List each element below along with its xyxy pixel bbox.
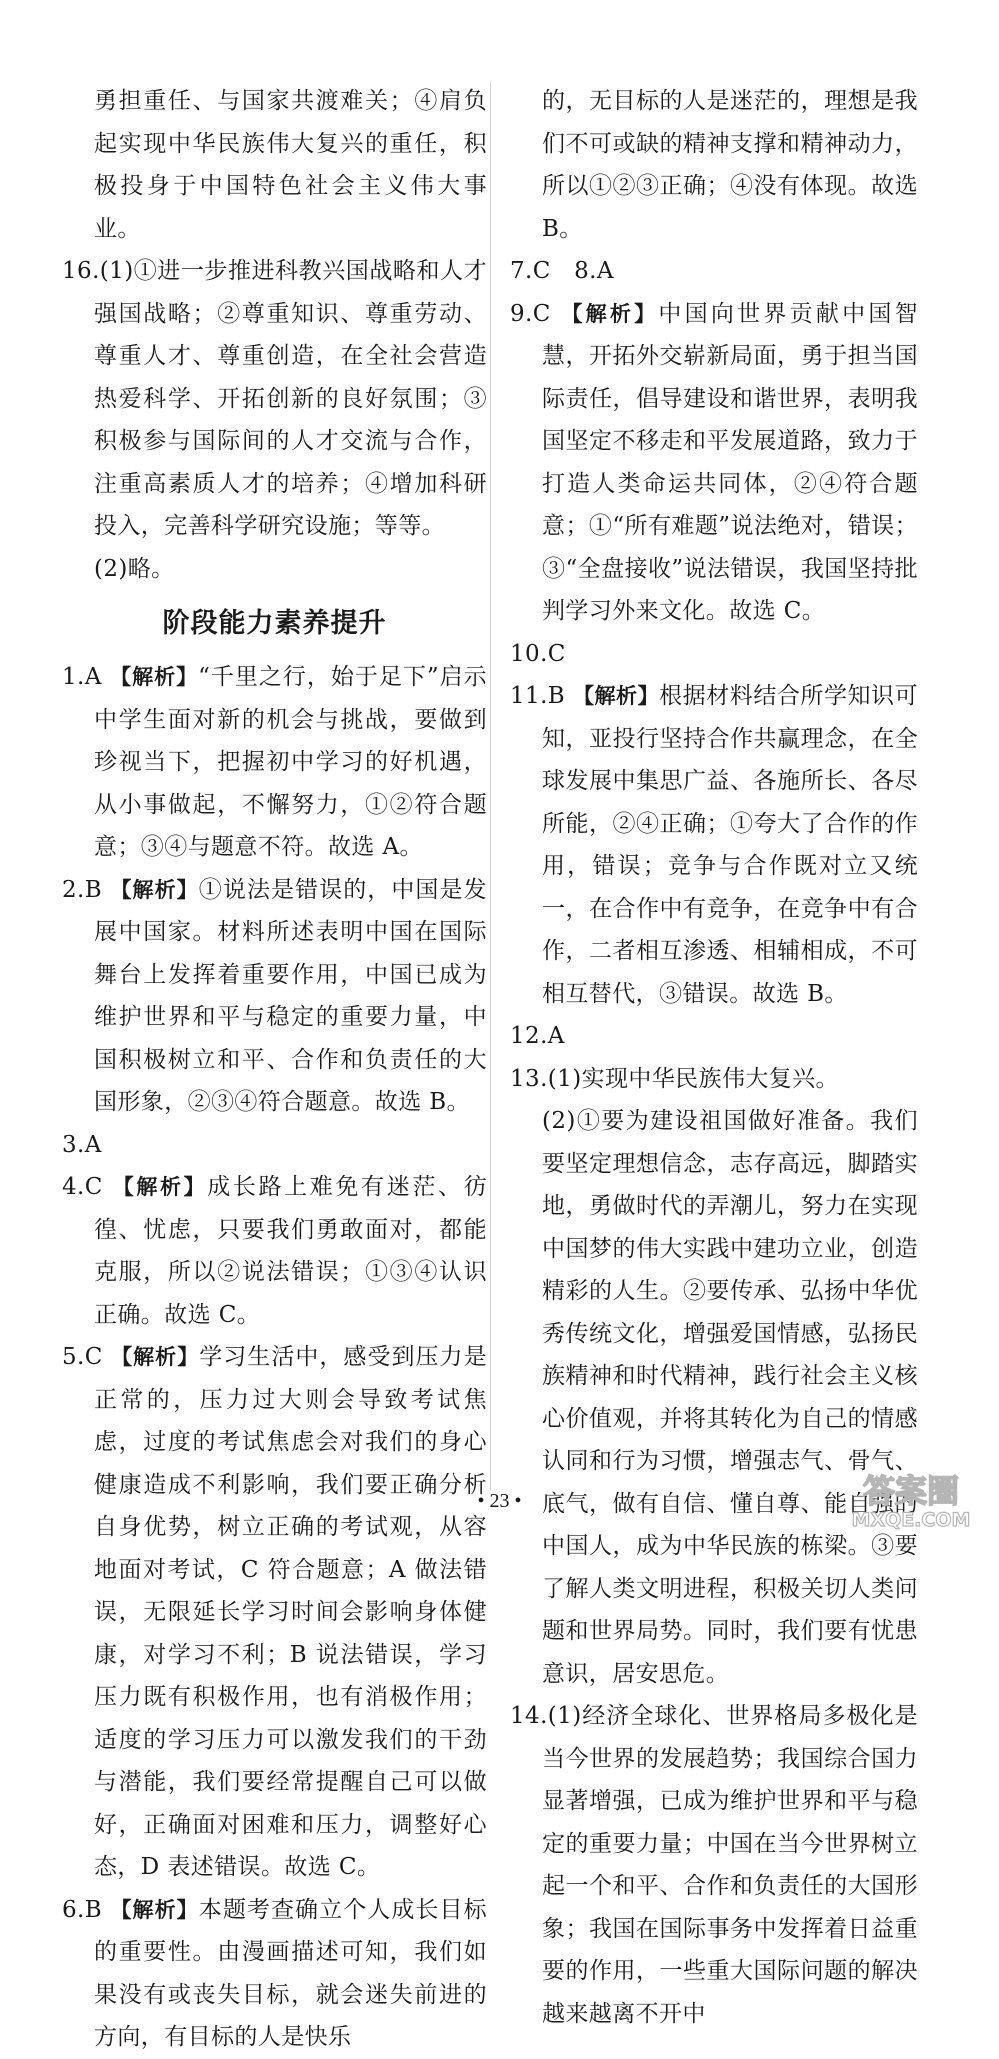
watermark-logo	[831, 1466, 991, 1532]
question-5	[62, 1336, 487, 1889]
analysis-tag: 【解析】	[110, 1897, 199, 1922]
questions-7-8: 7.C 8.A	[510, 258, 614, 284]
question-6-analysis: 本题考查确立个人成长目标的重要性。由漫画描述可知，我们如果没有或丧失目标，就会迷失前进的方向，有目标的人是快乐	[94, 1896, 487, 2050]
question-13	[510, 1058, 918, 1101]
analysis-tag: 【解析】	[111, 1345, 200, 1369]
question-9	[510, 293, 918, 633]
question-5-answer: 5.C	[62, 1344, 103, 1370]
watermark-domain-text: MXQE.COM	[851, 1509, 971, 1531]
question-10: 10.C	[510, 640, 566, 667]
question-16-part-2: (2)略。	[94, 555, 175, 582]
question-1-analysis: “千里之行，始于足下”启示中学生面对新的机会与挑战，要做到珍视当下，把握初中学习的好机遇，从小事做起，不懈努力，①②符合题意；③④与题意不符。故选 A。	[94, 664, 487, 860]
question-16-number: 16.	[62, 258, 100, 284]
question-6	[62, 1889, 487, 2059]
watermark-logo-text: 答案圈	[862, 1472, 960, 1510]
question-14-part-1: (1)经济全球化、世界格局多极化是当今世界的发展趋势；我国综合国力显著增强，已成为维护世界和平与稳定的重要力量；中国在当今世界树立起一个和平、合作和负责任的大国形象；我国在国际事务中发挥着日益重要的作用，一些重大国际问题的解决越来越离不开中	[542, 1703, 918, 2027]
question-13-part-2: (2)①要为建设祖国做好准备。我们要坚定理想信念，志存高远，脚踏实地，勇做时代的弄潮儿，努力在实现中国梦的伟大实践中建功立业，创造精彩的人生。②要传承、弘扬中华优秀传统文化，增强爱国情感，弘扬民族精神和时代精神，践行社会主义核心价值观，并将其转化为自己的情感认同和行为习惯，增强志气、骨气、底气，做有自信、懂自尊、能自强的中国人，成为中华民族的栋梁。③要了解人类文明进程，积极关切人类问题和世界局势。同时，我们要有忧患意识，居安思危。	[542, 1108, 918, 1687]
q15-continuation: 勇担重任、与国家共渡难关；④肩负起实现中华民族伟大复兴的重任，积极投身于中国特色社会主义伟大事业。	[94, 88, 487, 242]
question-14	[510, 1695, 918, 2035]
question-4-analysis: 成长路上难免有迷茫、彷徨、忧虑，只要我们勇敢面对，都能克服，所以②说法错误；①③④认识正确。故选 C。	[94, 1174, 487, 1328]
question-3: 3.A	[62, 1131, 102, 1158]
question-2	[62, 869, 487, 1124]
question-14-number: 14.	[510, 1703, 548, 1729]
left-column	[62, 80, 487, 2059]
question-13-number: 13.	[510, 1065, 548, 1092]
question-1	[62, 656, 487, 869]
right-column	[510, 80, 918, 2035]
question-5-analysis: 学习生活中，感受到压力是正常的，压力过大则会导致考试焦虑，过度的考试焦虑会对我们的身心健康造成不利影响，我们要正确分析自身优势，树立正确的考试观，从容地面对考试，C 符合题意；A 做法错误，无限延长学习时间会影响身体健康，对学习不利；B 说法错误，学习压力既有积极作用，也有消极作用；适度的学习压力可以激发我们的干劲与潜能，我们要经常提醒自己可以做好，正确面对困难和压力，调整好心态，D 表述错误。故选 C。	[94, 1344, 487, 1880]
section-title: 阶段能力素养提升	[162, 608, 387, 639]
question-9-analysis: 中国向世界贡献中国智慧，开拓外交崭新局面，勇于担当国际责任，倡导建设和谐世界，表明我国坚定不移走和平发展道路，致力于打造人类命运共同体，②④符合题意；①“所有难题”说法绝对，错误；③“全盘接收”说法错误，我国坚持批判学习外来文化。故选 C。	[542, 300, 919, 624]
question-11	[510, 675, 918, 1015]
question-13-part-1: (1)实现中华民族伟大复兴。	[547, 1065, 839, 1092]
column-divider	[490, 82, 491, 1490]
question-6-answer: 6.B	[62, 1896, 103, 1923]
analysis-tag: 【解析】	[561, 301, 659, 326]
question-9-answer: 9.C	[510, 300, 551, 327]
question-16-part-1: (1)①进一步推进科教兴国战略和人才强国战略；②尊重知识、尊重劳动、尊重人才、尊重创造，在全社会营造热爱科学、开拓创新的良好氛围；③积极参与国际间的人才交流与合作，注重高素质人才的培养；④增加科研投入，完善科学研究设施；等等。	[94, 258, 487, 539]
question-4-answer: 4.C	[62, 1174, 103, 1200]
question-16	[62, 250, 487, 548]
page-number: • 23 •	[477, 1490, 522, 1512]
question-1-answer: 1.A	[62, 664, 102, 690]
analysis-tag: 【解析】	[110, 665, 199, 689]
question-12: 12.A	[510, 1023, 565, 1049]
question-11-analysis: 根据材料结合所学知识可知，亚投行坚持合作共赢理念，在全球发展中集思广益、各施所长、各尽所能，②④正确；①夸大了合作的作用，错误；竞争与合作既对立又统一，在合作中有竞争，在竞争中有合作，二者相互渗透、相辅相成，不可相互替代，③错误。故选 B。	[542, 683, 918, 1007]
question-2-analysis: ①说法是错误的，中国是发展中国家。材料所述表明中国在国际舞台上发挥着重要作用，中国已成为维护世界和平与稳定的重要力量，中国积极树立和平、合作和负责任的大国形象，②③④符合题意。故选 B。	[94, 876, 487, 1115]
question-4	[62, 1166, 487, 1336]
question-6-continuation: 的，无目标的人是迷茫的，理想是我们不可或缺的精神支撑和精神动力，所以①②③正确；④没有体现。故选 B。	[542, 88, 918, 242]
analysis-tag: 【解析】	[110, 877, 199, 902]
question-2-answer: 2.B	[62, 876, 103, 903]
question-11-answer: 11.B	[510, 683, 566, 709]
analysis-tag: 【解析】	[112, 1175, 208, 1199]
analysis-tag: 【解析】	[572, 684, 660, 708]
